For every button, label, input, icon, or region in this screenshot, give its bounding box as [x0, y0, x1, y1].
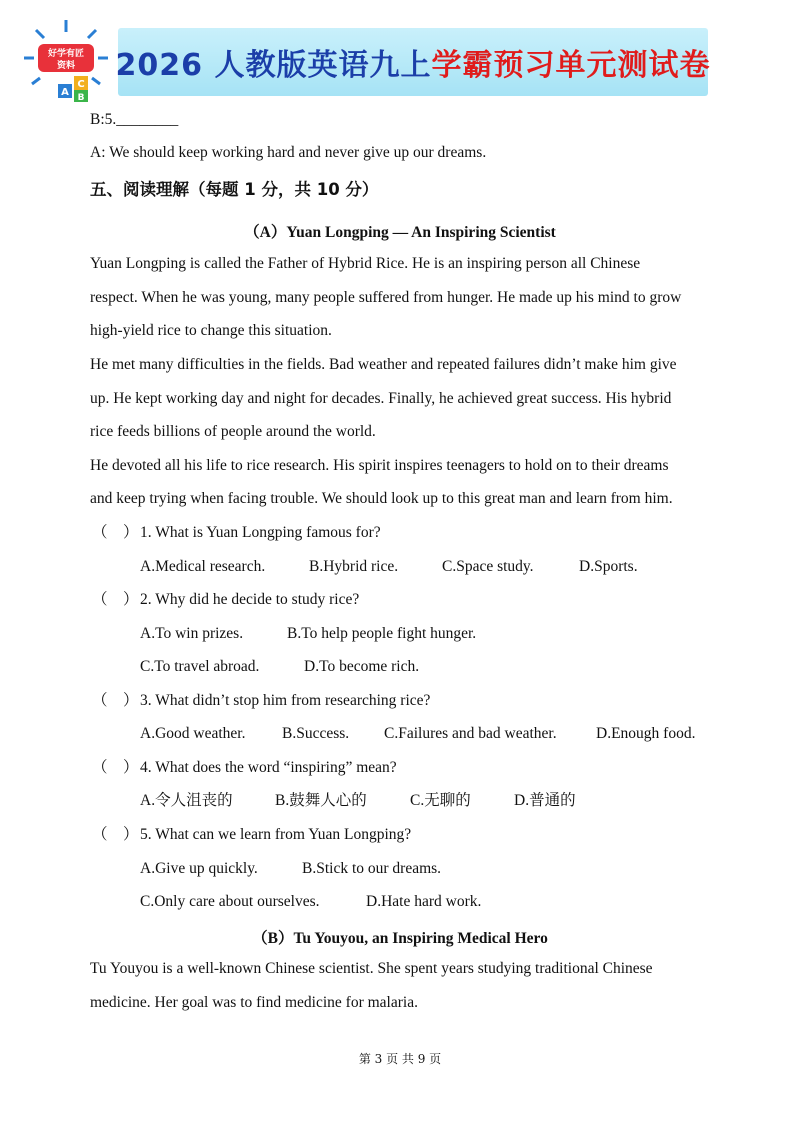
answer-blank[interactable]: （ ）: [92, 591, 139, 608]
question-stem: 3. What didn’t stop him from researching rice?: [140, 692, 431, 709]
answer-blank[interactable]: （ ）: [92, 826, 139, 843]
answer-blank[interactable]: （ ）: [92, 692, 139, 709]
passage-b-line: Tu Youyou is a well-known Chinese scientist. She spent years studying traditional Chinese: [90, 960, 653, 977]
page-number: 第 3 页 共 9 页: [358, 1052, 442, 1066]
option-d: D.Enough food.: [596, 725, 696, 742]
option-b: B.Stick to our dreams.: [302, 860, 442, 877]
option-a: A.令人沮丧的: [140, 792, 233, 809]
title-part-1: 2026 人教版英语九上: [115, 48, 432, 83]
option-b: B.Success.: [282, 725, 350, 742]
passage-a-line: Yuan Longping is called the Father of Hybrid Rice. He is an inspiring person all Chinese: [90, 255, 641, 272]
option-c: C.Only care about ourselves.: [140, 893, 320, 910]
dialogue-b-line: B:5.________: [90, 111, 179, 128]
option-c: C.Space study.: [442, 558, 534, 575]
svg-text:C: C: [77, 79, 85, 90]
svg-text:资料: 资料: [56, 61, 76, 71]
svg-text:好学有匠: 好学有匠: [47, 49, 85, 59]
passage-a-line: He devoted all his life to rice research. His spirit inspires teenagers to hold on to their dreams: [90, 457, 669, 474]
passage-a-title: （A）Yuan Longping — An Inspiring Scientist: [244, 224, 556, 241]
question-4: [92, 758, 397, 778]
question-5: [92, 825, 411, 845]
option-b: B.To help people fight hunger.: [287, 625, 477, 642]
dialogue-a-line: A: We should keep working hard and never give up our dreams.: [90, 144, 487, 161]
question-1: [92, 523, 381, 543]
passage-a-line: rice feeds billions of people around the world.: [90, 423, 376, 440]
svg-text:B: B: [77, 93, 85, 102]
option-c: C.无聊的: [410, 792, 471, 809]
question-stem: 5. What can we learn from Yuan Longping?: [140, 826, 412, 843]
option-d: D.To become rich.: [304, 658, 420, 675]
answer-blank[interactable]: （ ）: [92, 759, 139, 776]
question-2: [92, 590, 359, 610]
question-stem: 1. What is Yuan Longping famous for?: [140, 524, 381, 541]
question-stem: 4. What does the word “inspiring” mean?: [140, 759, 397, 776]
passage-a-line: up. He kept working day and night for decades. Finally, he achieved great success. His hybrid: [90, 390, 672, 407]
question-stem: 2. Why did he decide to study rice?: [140, 591, 360, 608]
answer-blank[interactable]: （ ）: [92, 524, 139, 541]
header: [18, 14, 711, 110]
question-3: [92, 691, 430, 711]
passage-b-line: medicine. Her goal was to find medicine for malaria.: [90, 994, 418, 1011]
title-banner: [115, 28, 711, 96]
option-a: A.Medical research.: [140, 558, 266, 575]
option-d: D.普通的: [514, 792, 576, 809]
option-a: A.Good weather.: [140, 725, 246, 742]
logo: [22, 18, 110, 102]
option-c: C.To travel abroad.: [140, 658, 260, 675]
svg-text:A: A: [61, 87, 69, 98]
passage-a-line: respect. When he was young, many people suffered from hunger. He made up his mind to grow: [90, 289, 682, 306]
passage-a-line: and keep trying when facing trouble. We should look up to this great man and learn from him.: [90, 490, 673, 507]
passage-a-line: He met many difficulties in the fields. Bad weather and repeated failures didn’t make him give: [90, 356, 677, 373]
option-c: C.Failures and bad weather.: [384, 725, 557, 742]
passage-b-title: （B）Tu Youyou, an Inspiring Medical Hero: [252, 930, 548, 947]
option-d: D.Sports.: [579, 558, 638, 575]
title-part-2: 学霸预习单元测试卷: [431, 48, 711, 83]
section-title: 五、阅读理解（每题 1 分，共 10 分）: [90, 180, 379, 199]
option-a: A.Give up quickly.: [140, 860, 258, 877]
option-a: A.To win prizes.: [140, 625, 244, 642]
option-b: B.鼓舞人心的: [275, 792, 367, 809]
passage-a-line: high-yield rice to change this situation.: [90, 322, 332, 339]
option-b: B.Hybrid rice.: [309, 558, 399, 575]
option-d: D.Hate hard work.: [366, 893, 482, 910]
